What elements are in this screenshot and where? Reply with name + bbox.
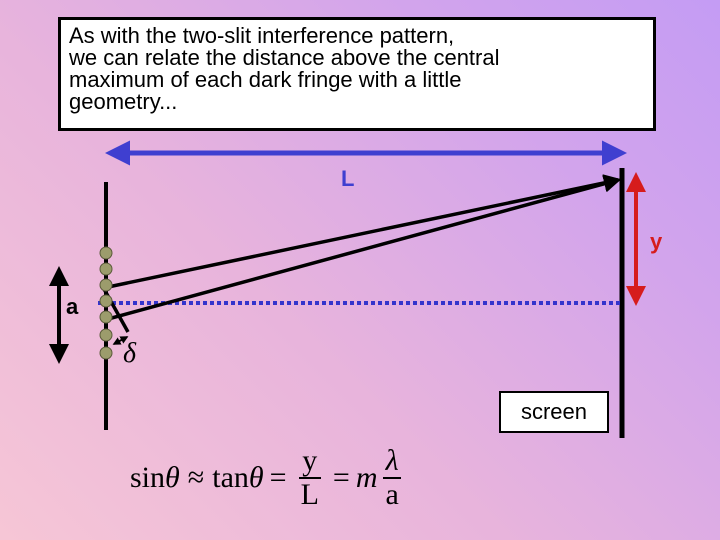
- eq-sin: sin: [130, 461, 166, 494]
- slit-source: [100, 295, 112, 307]
- caption-line: geometry...: [69, 89, 178, 114]
- eq-theta-2: θ: [248, 461, 264, 494]
- fraction-y-over-L: [299, 445, 321, 511]
- eq-y: y: [302, 444, 318, 477]
- slit-source: [100, 347, 112, 359]
- eq-m: m: [355, 461, 378, 494]
- eq-equals-2: =: [332, 461, 350, 494]
- slit-source: [100, 329, 112, 341]
- slit-source: [100, 263, 112, 275]
- eq-a: a: [385, 478, 399, 511]
- fraction-lambda-over-a: [383, 445, 400, 511]
- screen-label: [499, 391, 609, 433]
- equation: [130, 438, 407, 518]
- ray-bottom: [108, 180, 618, 319]
- L-label: L: [341, 166, 355, 191]
- a-label: a: [66, 294, 79, 319]
- eq-lambda: λ: [385, 444, 399, 477]
- eq-approx: ≈: [187, 461, 205, 494]
- caption-line: we can relate the distance above the central: [69, 45, 500, 70]
- delta-label: δ: [123, 338, 137, 369]
- caption-line: As with the two-slit interference pattern,: [69, 23, 455, 48]
- y-label: y: [650, 229, 663, 254]
- ray-top: [108, 180, 618, 287]
- slit-source: [100, 311, 112, 323]
- slit-source: [100, 279, 112, 291]
- eq-tan: tan: [212, 461, 249, 494]
- eq-equals: =: [269, 461, 287, 494]
- eq-L: L: [300, 478, 319, 511]
- screen-label-text: screen: [520, 399, 588, 424]
- caption-line: maximum of each dark fringe with a little: [69, 67, 462, 92]
- slit-source: [100, 247, 112, 259]
- eq-theta: θ: [165, 461, 180, 494]
